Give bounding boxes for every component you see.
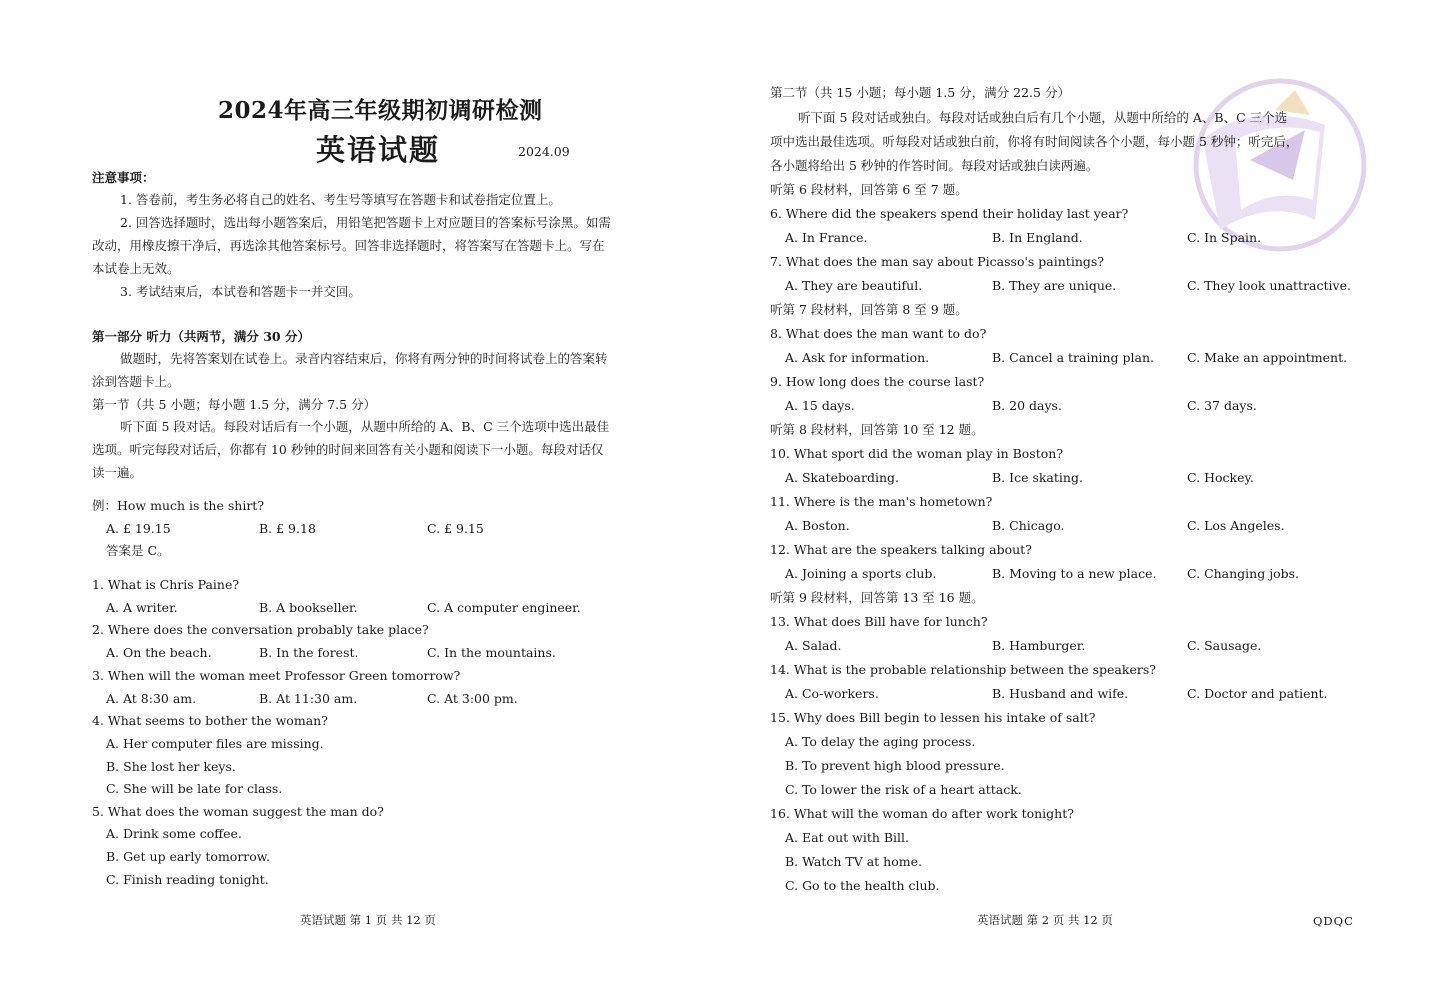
question-text: 16. What will the woman do after work tonight? [770,806,1074,821]
option-b: B. In England. [992,230,1083,245]
option-a: A. They are beautiful. [785,278,923,293]
option-a: A. At 8:30 am. [106,691,197,706]
option-b: B. Husband and wife. [992,686,1129,701]
corner-code: QDQC [1313,914,1354,928]
question-text: 6. Where did the speakers spend their holiday last year? [770,206,1129,221]
question-text: 13. What does Bill have for lunch? [770,614,988,629]
question-text: 11. Where is the man's hometown? [770,494,993,509]
option-a: A. Skateboarding. [785,470,899,485]
option-b: B. Hamburger. [992,638,1086,653]
option-a: A. Drink some coffee. [106,826,242,841]
section2-heading: 第二节（共 15 小题；每小题 1.5 分，满分 22.5 分） [770,85,1070,100]
group-intro: 听第 7 段材料，回答第 8 至 9 题。 [770,302,968,317]
notice-heading: 注意事项： [92,170,155,185]
option-c: C. Doctor and patient. [1187,686,1328,701]
page-footer: 英语试题 第 2 页 共 12 页 [977,913,1113,927]
section2-line: 各小题将给出 5 秒钟的作答时间。每段对话或独白读两遍。 [770,158,1099,173]
example-answer: 答案是 C。 [106,543,170,558]
option-b: B. She lost her keys. [106,759,236,774]
option-b: B. Get up early tomorrow. [106,849,270,864]
page-footer: 英语试题 第 1 页 共 12 页 [300,913,436,927]
section2-line: 项中选出最佳选项。听每段对话或独白前，你将有时间阅读各个小题，每小题 5 秒钟；听完后， [770,134,1299,149]
question-text: 1. What is Chris Paine? [92,577,240,592]
option-c: C. Sausage. [1187,638,1262,653]
option-c: C. Hockey. [1187,470,1254,485]
option-a: A. Ask for information. [785,350,930,365]
question-text: 12. What are the speakers talking about? [770,542,1032,557]
option-c: C. A computer engineer. [427,600,581,615]
section1-heading: 第一节（共 5 小题；每小题 1.5 分，满分 7.5 分） [92,397,377,412]
question-text: 8. What does the man want to do? [770,326,987,341]
option-b: B. In the forest. [259,645,359,660]
example-question: 例：How much is the shirt? [92,498,265,513]
option-a: A. Joining a sports club. [785,566,937,581]
question-text: 5. What does the woman suggest the man do? [92,804,384,819]
question-text: 2. Where does the conversation probably take place? [92,622,429,637]
question-text: 4. What seems to bother the woman? [92,713,328,728]
group-intro: 听第 8 段材料，回答第 10 至 12 题。 [770,422,984,437]
group-intro: 听第 9 段材料，回答第 13 至 16 题。 [770,590,984,605]
option-b: B. A bookseller. [259,600,358,615]
question-text: 14. What is the probable relationship between the speakers? [770,662,1156,677]
option-b: B. Watch TV at home. [785,854,922,869]
example-option: C. £ 9.15 [427,521,484,536]
option-a: A. Her computer files are missing. [106,736,324,751]
option-b: B. 20 days. [992,398,1062,413]
section2-line: 听下面 5 段对话或独白。每段对话或独白后有几个小题，从题中所给的 A、B、C 三个选 [798,110,1288,125]
notice-line: 2. 回答选择题时，选出每小题答案后，用铅笔把答题卡上对应题目的答案标号涂黑。如需 [120,215,611,230]
section1-line: 读一遍。 [92,465,143,480]
option-a: A. On the beach. [106,645,212,660]
notice-line: 本试卷上无效。 [92,261,180,276]
option-a: A. 15 days. [785,398,855,413]
option-c: C. Finish reading tonight. [106,872,269,887]
exam-date: 2024.09 [518,144,570,159]
option-c: C. Los Angeles. [1187,518,1285,533]
option-b: B. Cancel a training plan. [992,350,1154,365]
option-b: B. They are unique. [992,278,1117,293]
option-b: B. Chicago. [992,518,1065,533]
option-c: C. In the mountains. [427,645,556,660]
option-c: C. 37 days. [1187,398,1257,413]
option-c: C. Changing jobs. [1187,566,1299,581]
part1-heading: 第一部分 听力（共两节，满分 30 分） [92,329,310,344]
option-c: C. They look unattractive. [1187,278,1351,293]
notice-line: 改动，用橡皮擦干净后，再选涂其他答案标号。回答非选择题时，将答案写在答题卡上。写在 [92,238,605,253]
option-c: C. To lower the risk of a heart attack. [785,782,1022,797]
option-a: A. Co-workers. [785,686,879,701]
option-a: A. To delay the aging process. [785,734,976,749]
part1-line: 涂到答题卡上。 [92,374,180,389]
notice-line: 1. 答卷前，考生务必将自己的姓名、考生号等填写在答题卡和试卷指定位置上。 [120,192,561,207]
option-c: C. In Spain. [1187,230,1262,245]
section1-line: 听下面 5 段对话。每段对话后有一个小题，从题中所给的 A、B、C 三个选项中选出最佳 [120,419,610,434]
part1-line: 做题时，先将答案划在试卷上。录音内容结束后，你将有两分钟的时间将试卷上的答案转 [120,351,608,366]
option-c: C. Go to the health club. [785,878,940,893]
question-text: 9. How long does the course last? [770,374,985,389]
option-c: C. Make an appointment. [1187,350,1348,365]
group-intro: 听第 6 段材料，回答第 6 至 7 题。 [770,182,968,197]
exam-subtitle: 英语试题 [316,133,441,167]
notice-line: 3. 考试结束后，本试卷和答题卡一并交回。 [120,284,361,299]
option-a: A. Boston. [785,518,850,533]
option-a: A. In France. [785,230,868,245]
option-a: A. A writer. [106,600,178,615]
option-b: B. Ice skating. [992,470,1083,485]
option-a: A. Eat out with Bill. [785,830,910,845]
option-b: B. At 11:30 am. [259,691,358,706]
option-a: A. Salad. [785,638,842,653]
option-b: B. To prevent high blood pressure. [785,758,1005,773]
question-text: 15. Why does Bill begin to lessen his intake of salt? [770,710,1096,725]
question-text: 3. When will the woman meet Professor Green tomorrow? [92,668,461,683]
question-text: 10. What sport did the woman play in Boston? [770,446,1064,461]
option-c: C. She will be late for class. [106,781,283,796]
option-b: B. Moving to a new place. [992,566,1157,581]
exam-title: 2024年高三年级期初调研检测 [218,97,543,124]
option-c: C. At 3:00 pm. [427,691,518,706]
question-text: 7. What does the man say about Picasso's paintings? [770,254,1104,269]
example-option: B. £ 9.18 [259,521,316,536]
example-option: A. £ 19.15 [106,521,171,536]
section1-line: 选项。听完每段对话后，你都有 10 秒钟的时间来回答有关小题和阅读下一小题。每段对话仅 [92,442,604,457]
